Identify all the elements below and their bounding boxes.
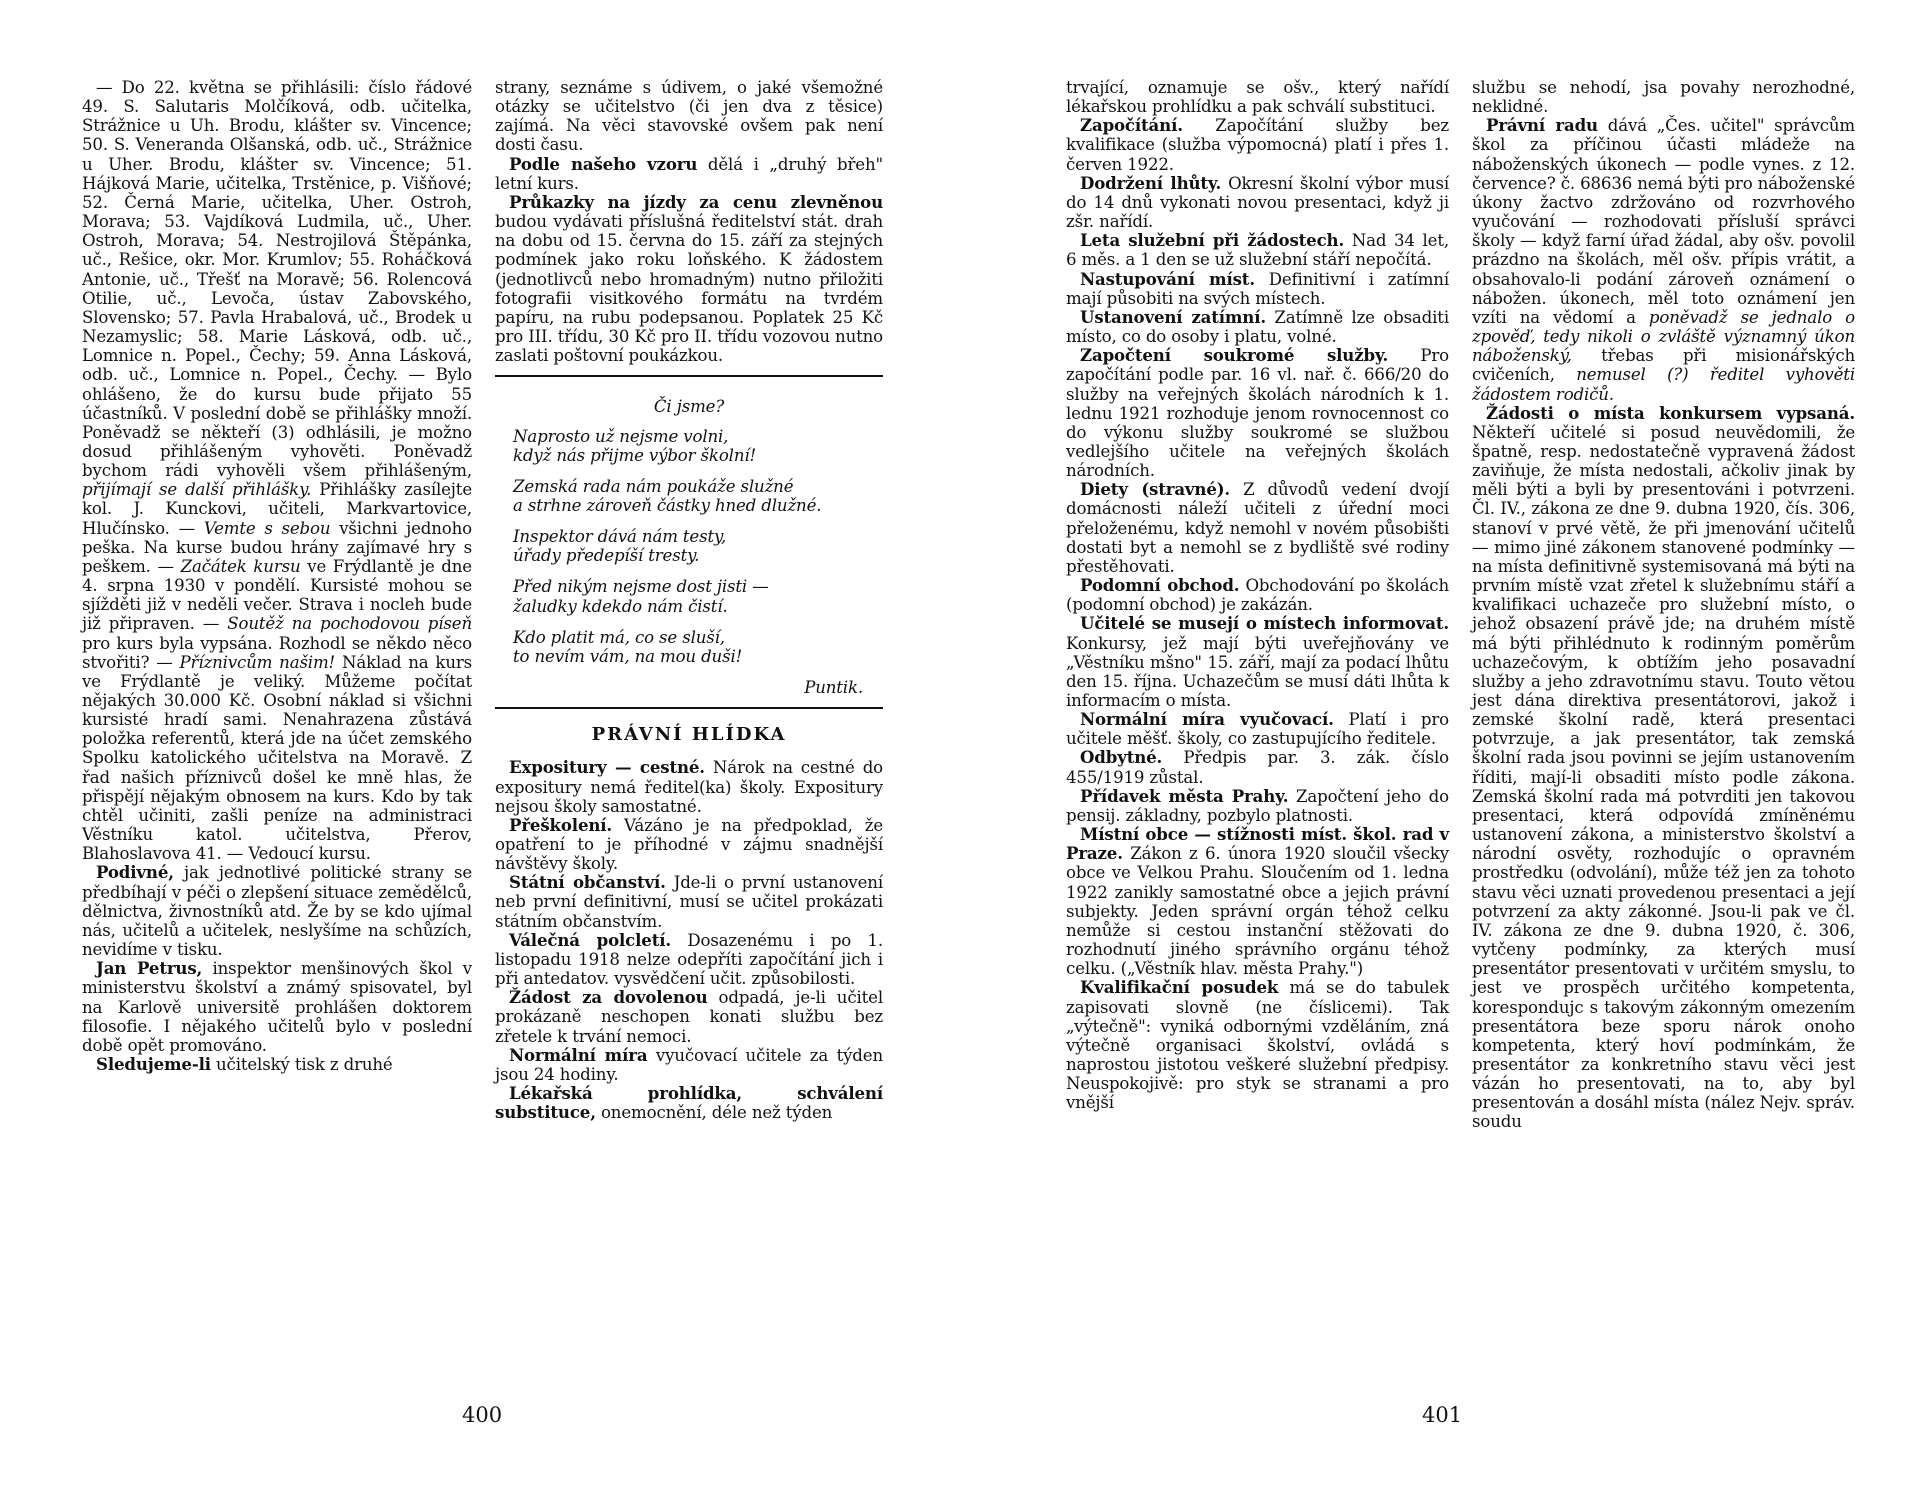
paragraph xyxy=(495,816,883,873)
paragraph-text: Platí i pro učitele měšť. školy, co zastupujícího ředitele. xyxy=(1066,710,1449,749)
inline-text: — Do 22. května se přihlásili: číslo řádové 49. S. Salutaris Molčíková, odb. učitelka, Strážnice u Uh. Brodu, klášter sv. Vincence; 50. S. Veneranda Olšanská, odb. uč., Strážnice u Uher. Brodu, klášter sv. Vincence; 51. Hájková Marie, učitelka, Trstěnice, p. Višňové; 52. Černá Marie, učitelka, Uher. Ostroh, Morava; 53. Vajdíková Ludmila, uč., Uher. Ostroh, Morava; 54. Nestrojilová Štěpánka, uč., Rešice, okr. Mor. Krumlov; 55. Roháčková Antonie, uč., Třešť na Moravě; 56. Rolencová Otilie, uč., Levoča, ústav Zabovského, Slovensko; 57. Pavla Hrabalová, uč., Brodek u Nezamyslic; 58. Marie Lásková, odb. uč., Lomnice n. Popel., Čechy; 59. Anna Lásková, odb. uč., Lomnice n. Popel., Čechy. — Bylo ohlášeno, že do kursu bude přijato 55 účastníků. V poslední době se přihlášky množí. Poněvadž se někteří (3) odhlásili, je možno dosud přihlášeným vyhověti. Poněvadž bychom rádi vyhověli všem přihlášeným, xyxy=(82,78,472,481)
paragraph-lead: Učitelé se musejí o místech informovat. xyxy=(1080,613,1449,634)
right-column-2-paragraphs xyxy=(1472,78,1855,1132)
paragraph xyxy=(1066,270,1449,308)
poem-stanzas xyxy=(495,427,883,667)
paragraph-lead: Ustanovení zatímní. xyxy=(1080,306,1266,327)
left-column-2 xyxy=(495,78,883,1122)
paragraph xyxy=(495,78,883,155)
inline-emphasis: Začátek kursu xyxy=(173,556,301,576)
inline-text: pro kurs byla vypsána. Rozhodl se někdo něco stvořiti? — xyxy=(82,633,472,672)
paragraph-text: Pro započítání podle par. 16 vl. nař. č. 666/20 do služby na veřejných školách národních k 1. lednu 1921 rozhoduje jenom rovnocennost co do výkonu služby soukromé se službou vedlejšího učitele na veřejných školách národních. xyxy=(1066,346,1449,481)
paragraph-lead: Započtení soukromé služby. xyxy=(1080,345,1389,366)
paragraph-text: Nad 34 let, 6 měs. a 1 den se už služební stáří nepočítá. xyxy=(1066,231,1449,270)
left-column-1-paragraphs xyxy=(82,863,472,1074)
paragraph xyxy=(82,959,472,1055)
divider-rule xyxy=(495,707,883,709)
poem-line: úřady předepíší tresty. xyxy=(513,546,700,566)
poem xyxy=(495,397,883,697)
right-page xyxy=(953,0,1906,1500)
paragraph-text: Vázáno je na předpoklad, že opatření to je příhodné v zájmu snadnější návštěvy školy. xyxy=(495,815,883,874)
paragraph xyxy=(1066,748,1449,786)
page-number: 400 xyxy=(462,1403,503,1427)
paragraph xyxy=(82,1055,472,1074)
poem-line: Inspektor dává nám testy, xyxy=(513,527,727,547)
paragraph-text: Definitivní i zatímní mají působiti na svých místech. xyxy=(1066,269,1449,308)
paragraph-lead: Přídavek města Prahy. xyxy=(1080,785,1289,806)
paragraph-lead: Kvalifikační posudek xyxy=(1080,977,1279,998)
paragraph-text: vyučovací učitele za týden jsou 24 hodiny. xyxy=(495,1045,883,1084)
poem-title: Či jsme? xyxy=(653,397,725,417)
paragraph-lead: Právní radu xyxy=(1486,115,1598,136)
divider-rule xyxy=(495,375,883,377)
poem-stanza xyxy=(513,527,883,565)
poem-line: Naprosto už nejsme volni, xyxy=(513,426,729,446)
paragraph-text: Dosazenému i po 1. listopadu 1918 nelze odepříti započítání jich i při antedatov. vysvědčení učit. způsobilosti. xyxy=(495,930,883,989)
paragraph xyxy=(1066,78,1449,116)
paragraph-lead: Expositury — cestné. xyxy=(509,757,705,778)
paragraph-lead: Dodržení lhůty. xyxy=(1080,172,1222,193)
paragraph xyxy=(1472,404,1855,1132)
paragraph-lead: Leta služební při žádostech. xyxy=(1080,230,1345,251)
paragraph-text: Předpis par. 3. zák. číslo 455/1919 zůstal. xyxy=(1066,748,1449,787)
left-column-1 xyxy=(82,78,472,1074)
inline-emphasis: Vemte s sebou xyxy=(195,518,331,538)
paragraph-text: učitelský tisk z druhé xyxy=(210,1054,393,1074)
poem-stanza xyxy=(513,477,883,515)
paragraph xyxy=(1066,174,1449,231)
paragraph xyxy=(1472,116,1855,403)
poem-stanza xyxy=(513,577,883,615)
right-column-1-paragraphs xyxy=(1066,78,1449,1112)
poem-signature: Puntik. xyxy=(804,678,863,698)
paragraph xyxy=(1066,308,1449,346)
paragraph-text: Zatímně lze obsaditi místo, co do osoby i platu, volné. xyxy=(1066,307,1449,347)
paragraph-text: službu se nehodí, jsa povahy nerozhodné, neklidné. xyxy=(1472,78,1855,117)
inline-text: ve Frýdlantě je dne 4. srpna 1930 v pondělí. Kursisté mohou se sjížděti již v neděli večer. Strava i nocleh bude již připraven. — xyxy=(82,556,472,634)
paragraph-lead: Jan Petrus, xyxy=(96,958,203,979)
inline-text: Náklad na kurs ve Frýdlantě je veliký. Můžeme počítat nějakých 30.000 Kč. Osobní náklad si všichni kursisté hradí sami. Nenahrazena zůstává položka referentů, která jde na účet zemského Spolku katolického učitelstva na Moravě. Z řad našich příznivců došel ke mně hlas, že přispějí nějakým obnosem na kurs. Kdo by tak chtěl učiniti, zašli peníze na administraci Věstníku katol. učitelstva, Přerov, Blahoslavova 41. — Vedoucí kursu. xyxy=(82,652,473,864)
paragraph-text: Zákon z 6. února 1920 sloučil všecky obce ve Velkou Prahu. Sloučením od 1. ledna 1922 zanikly samostatné obce a jejich právní subjekty. Jeden správní orgán téhož celku nemůže si cestou instanční stěžovati do rozhodnutí jiného správního orgánu téhož celku. („Věstník hlav. města Prahy.") xyxy=(1066,844,1449,979)
right-column-1 xyxy=(1066,78,1449,1112)
poem-stanza xyxy=(513,427,883,465)
inline-text: všichni jednoho peška. Na kurse budou hrány zajímavé hry s peškem. — xyxy=(82,518,472,576)
poem-line: když nás přijme výbor školní! xyxy=(513,445,757,465)
paragraph-text: Započtení jeho do pensij. základny, pozbylo platnosti. xyxy=(1066,786,1449,825)
paragraph xyxy=(1472,78,1855,116)
paragraph xyxy=(1066,978,1449,1112)
paragraph-text: inspektor menšinových škol v ministerstvu školství a známý spisovatel, byl na Karlově universitě prohlášen doktorem filosofie. I nějakého učitelů bylo v poslední době opět promováno. xyxy=(82,959,472,1055)
paragraph-text: Okresní školní výbor musí do 14 dnů vykonati novou presentaci, když ji zšr. nařídí. xyxy=(1066,173,1449,232)
section-heading: PRÁVNÍ HLÍDKA xyxy=(591,724,787,746)
legal-watch-paragraphs xyxy=(495,758,883,1122)
paragraph xyxy=(495,988,883,1045)
poem-line: Zemská rada nám poukáže služné xyxy=(513,476,794,496)
paragraph-lead: Normální míra vyučovací. xyxy=(1080,709,1334,730)
paragraph-text: onemocnění, déle než týden xyxy=(595,1103,833,1123)
paragraph-emphasis: poněvadž se jednalo o zpověď, tedy nikoli o zvláště významný úkon náboženský, xyxy=(1472,307,1856,366)
paragraph-lead: Normální míra xyxy=(509,1044,648,1065)
paragraph-lead: Přeškolení. xyxy=(509,814,613,835)
paragraph-text: dává „Čes. učitel" správcům škol za příčinou účasti mládeže na náboženských úkonech — podle vynes. z 12. července? č. 68636 nemá býti pro náboženské úkony žactvo zdržováno od rozvrhového vyučování — rozhodovati přísluší správci školy — když farní úřad žádal, aby ošv. povolil prázdno na školách, měl ošv. přípis vrátit, a obsahovalo-li podání zároveň oznámení o nábožen. úkonech, měl toto oznámení jen vzíti na vědomí a xyxy=(1472,116,1855,327)
inline-emphasis: Soutěž na pochodovou píseň xyxy=(219,614,472,634)
paragraph-lead: Podomní obchod. xyxy=(1080,575,1240,596)
paragraph xyxy=(1066,710,1449,748)
paragraph-lead: Sledujeme-li xyxy=(96,1053,211,1074)
paragraph-text: Započítání služby bez kvalifikace (služba výpomocná) platí i přes 1. červen 1922. xyxy=(1066,116,1449,174)
paragraph xyxy=(1066,787,1449,825)
paragraph-text: Nárok na cestné do expositury nemá ředitel(ka) školy. Expositury nejsou školy samostatné. xyxy=(495,758,884,816)
paragraph-lead: Žádost za dovolenou xyxy=(509,987,708,1008)
right-column-2 xyxy=(1472,78,1855,1132)
paragraph-lead: Diety (stravné). xyxy=(1080,479,1231,500)
page-number: 401 xyxy=(1422,1403,1463,1427)
paragraph xyxy=(1066,576,1449,614)
paragraph-text: dělá i „druhý břeh" letní kurs. xyxy=(495,154,883,193)
paragraph-lead: Lékařská prohlídka, schválení substituce, xyxy=(495,1083,883,1123)
paragraph xyxy=(1066,825,1449,978)
paragraph-lead: Státní občanství. xyxy=(509,872,666,893)
paragraph-text: Obchodování po školách (podomní obchod) je zakázán. xyxy=(1066,576,1449,615)
paragraph-text: strany, seznáme s údivem, o jaké všemožné otázky se učitelstvo (či jen dva z těsice) zajímá. Na věci stavovské ovšem pak není dosti času. xyxy=(495,78,883,155)
poem-line: žaludky kdekdo nám čistí. xyxy=(513,596,728,616)
paragraph xyxy=(1066,614,1449,710)
poem-line: Kdo platit má, co se sluší, xyxy=(513,627,725,647)
paragraph xyxy=(1066,116,1449,173)
poem-line: to nevím vám, na mou duši! xyxy=(513,646,743,666)
paragraph-text: Konkursy, jež mají býti uveřejňovány ve „Věstníku mšno" 15. září, mají za podací lhůtu den 15. října. Uchazečům se musí dáti lhůta k informacím o místa. xyxy=(1066,633,1449,710)
paragraph-lead: Válečná polcletí. xyxy=(509,929,671,950)
inline-text: Přihlášky zasílejte kol. J. Kunckovi, učiteli, Markvartovice, Hlučínsko. — xyxy=(82,480,472,538)
paragraph xyxy=(1066,346,1449,480)
paragraph-text: Jde-li o první ustanovení neb první definitivní, musí se učitel prokázati státním občanstvím. xyxy=(495,873,884,931)
paragraph-lead: Započítání. xyxy=(1080,115,1183,136)
paragraph-text: budou vydávati příslušná ředitelství stát. drah na dobu od 15. června do 15. září za stejných podmínek jako roku loňského. K žádostem (jednotlivců nebo hromadným) nutno přiložiti fotografii visitkového formátu na tvrdém papíru, na rubu podepsanou. Poplatek 25 Kč pro III. třídu, 30 Kč pro II. třídu vozovou nutno zaslati poštovní poukázkou. xyxy=(495,212,883,366)
paragraph-text: trvající, oznamuje se ošv., který nařídí lékařskou prohlídku a pak schválí substituci. xyxy=(1066,78,1449,117)
paragraph xyxy=(495,1084,883,1122)
paragraph xyxy=(1066,231,1449,269)
paragraph-text: Z důvodů vedení dvojí domácnosti náleží učiteli z úřední moci přeloženému, když nemohl v novém působišti dostati byt a nemohl se z bydliště své rodiny přestěhovati. xyxy=(1066,480,1449,576)
paragraph xyxy=(495,931,883,988)
poem-line: a strhne zároveň částky hned dlužné. xyxy=(513,495,822,515)
paragraph-text: Někteří učitelé si posud neuvědomili, že špatně, resp. nedostatečně vypravená žádost zaviňuje, že místa nedostali, ačkoliv jinak by měli býti a byli by presentováni i potvrzeni. Čl. IV., zákona ze dne 9. dubna 1920, čís. 306, stanoví v prvé větě, že při jmenování učitelů — mimo jiné zákonem stanovené podmínky — na místa definitivně systemisovaná má býti na prvním místě vzat zřetel k služebnímu stáří a kvalifikaci uchazeče pro služební místo, o jehož obsazení právě jde; na druhém místě má býti přihlédnuto k rodinným poměrům uchazečovým, k obtížím jeho posavadní služby a jeho zdravotnímu stavu. Touto větou jest dána direktiva presentátorovi, jakož i zemské školní radě, která presentaci potvrzuje, a jak presentátor, tak zemská školní rada jsou povinni se jejím ustanovením říditi, mají-li obsaditi místo podle zákona. Zemská školní rada má potvrditi jen takovou presentaci, která odpovídá zmíněnému ustanovení zákona, a ministerstvo školství a národní osvěty, rozhodujíc o opravném prostředku (odvolání), může též jen za tohoto stavu věci uznati provedenou presentaci a její potvrzení za akty zákonné. Jsou-li pak ve čl. IV. zákona ze dne 9. dubna 1920, č. 306, vytčeny podmínky, za kterých musí presentátor presentovati v určitém smyslu, to jest ve prospěch určitého kompetenta, korespondujc s takovým zákonným omezením presentátora beze sporu nárok onoho kompetenta, který hoví podmínkám, že presentátor za konkretního stavu věci jest vázán ho presentovati, na to, aby byl presentován a dosáhl místa (nález Nejv. správ. soudu xyxy=(1472,422,1855,1132)
paragraph-lead: Podle našeho vzoru xyxy=(509,153,698,174)
paragraph xyxy=(1066,480,1449,576)
paragraph-lead: Průkazky na jízdy za cenu zlevněnou xyxy=(509,191,883,212)
paragraph-emphasis: nemusel (?) ředitel vyhověti žádostem rodičů. xyxy=(1472,365,1855,404)
course-registrations-paragraph xyxy=(82,78,472,863)
paragraph xyxy=(495,758,883,815)
left-column-2-top-paragraphs xyxy=(495,78,883,365)
paragraph xyxy=(495,873,883,930)
paragraph xyxy=(495,193,883,365)
paragraph-lead: Žádosti o místa konkursem vypsaná. xyxy=(1486,402,1855,423)
inline-emphasis: přijímají se další přihlášky. xyxy=(82,480,312,500)
paragraph-text: má se do tabulek zapisovati slovně (ne číslicemi). Tak „výtečně": vyniká odbornými vzděláním, zná výtečně organisaci školství, ovládá s naprostou jistotou veškeré služební předpisy. Neuspokojivě: pro styk se stranami a pro vnější xyxy=(1066,978,1449,1113)
paragraph-text: jak jednotlivé politické strany se předbíhají v péči o zlepšení situace zemědělců, dělnictva, živnostníků atd. Že by se kdo ujímal nás, učitelů a učitelek, neslyšíme na schůzích, nevidíme v tisku. xyxy=(82,863,472,960)
paragraph xyxy=(495,155,883,193)
paragraph-lead: Podivné, xyxy=(96,862,174,883)
poem-stanza xyxy=(513,628,883,666)
inline-emphasis: Příznivcům našim! xyxy=(172,652,336,672)
poem-line: Před nikým nejsme dost jisti — xyxy=(513,577,769,597)
paragraph xyxy=(82,863,472,959)
paragraph-lead: Místní obce — stížnosti míst. škol. rad v Praze. xyxy=(1066,824,1449,864)
paragraph-lead: Odbytné. xyxy=(1080,747,1163,768)
paragraph-lead: Nastupování míst. xyxy=(1080,268,1255,289)
paragraph xyxy=(495,1046,883,1084)
paragraph-text: odpadá, je-li učitel prokázaně neschopen konati službu bez zřetele k trvání nemoci. xyxy=(495,988,883,1046)
paragraph-text: třebas při misionářských cvičeních, xyxy=(1472,346,1855,385)
